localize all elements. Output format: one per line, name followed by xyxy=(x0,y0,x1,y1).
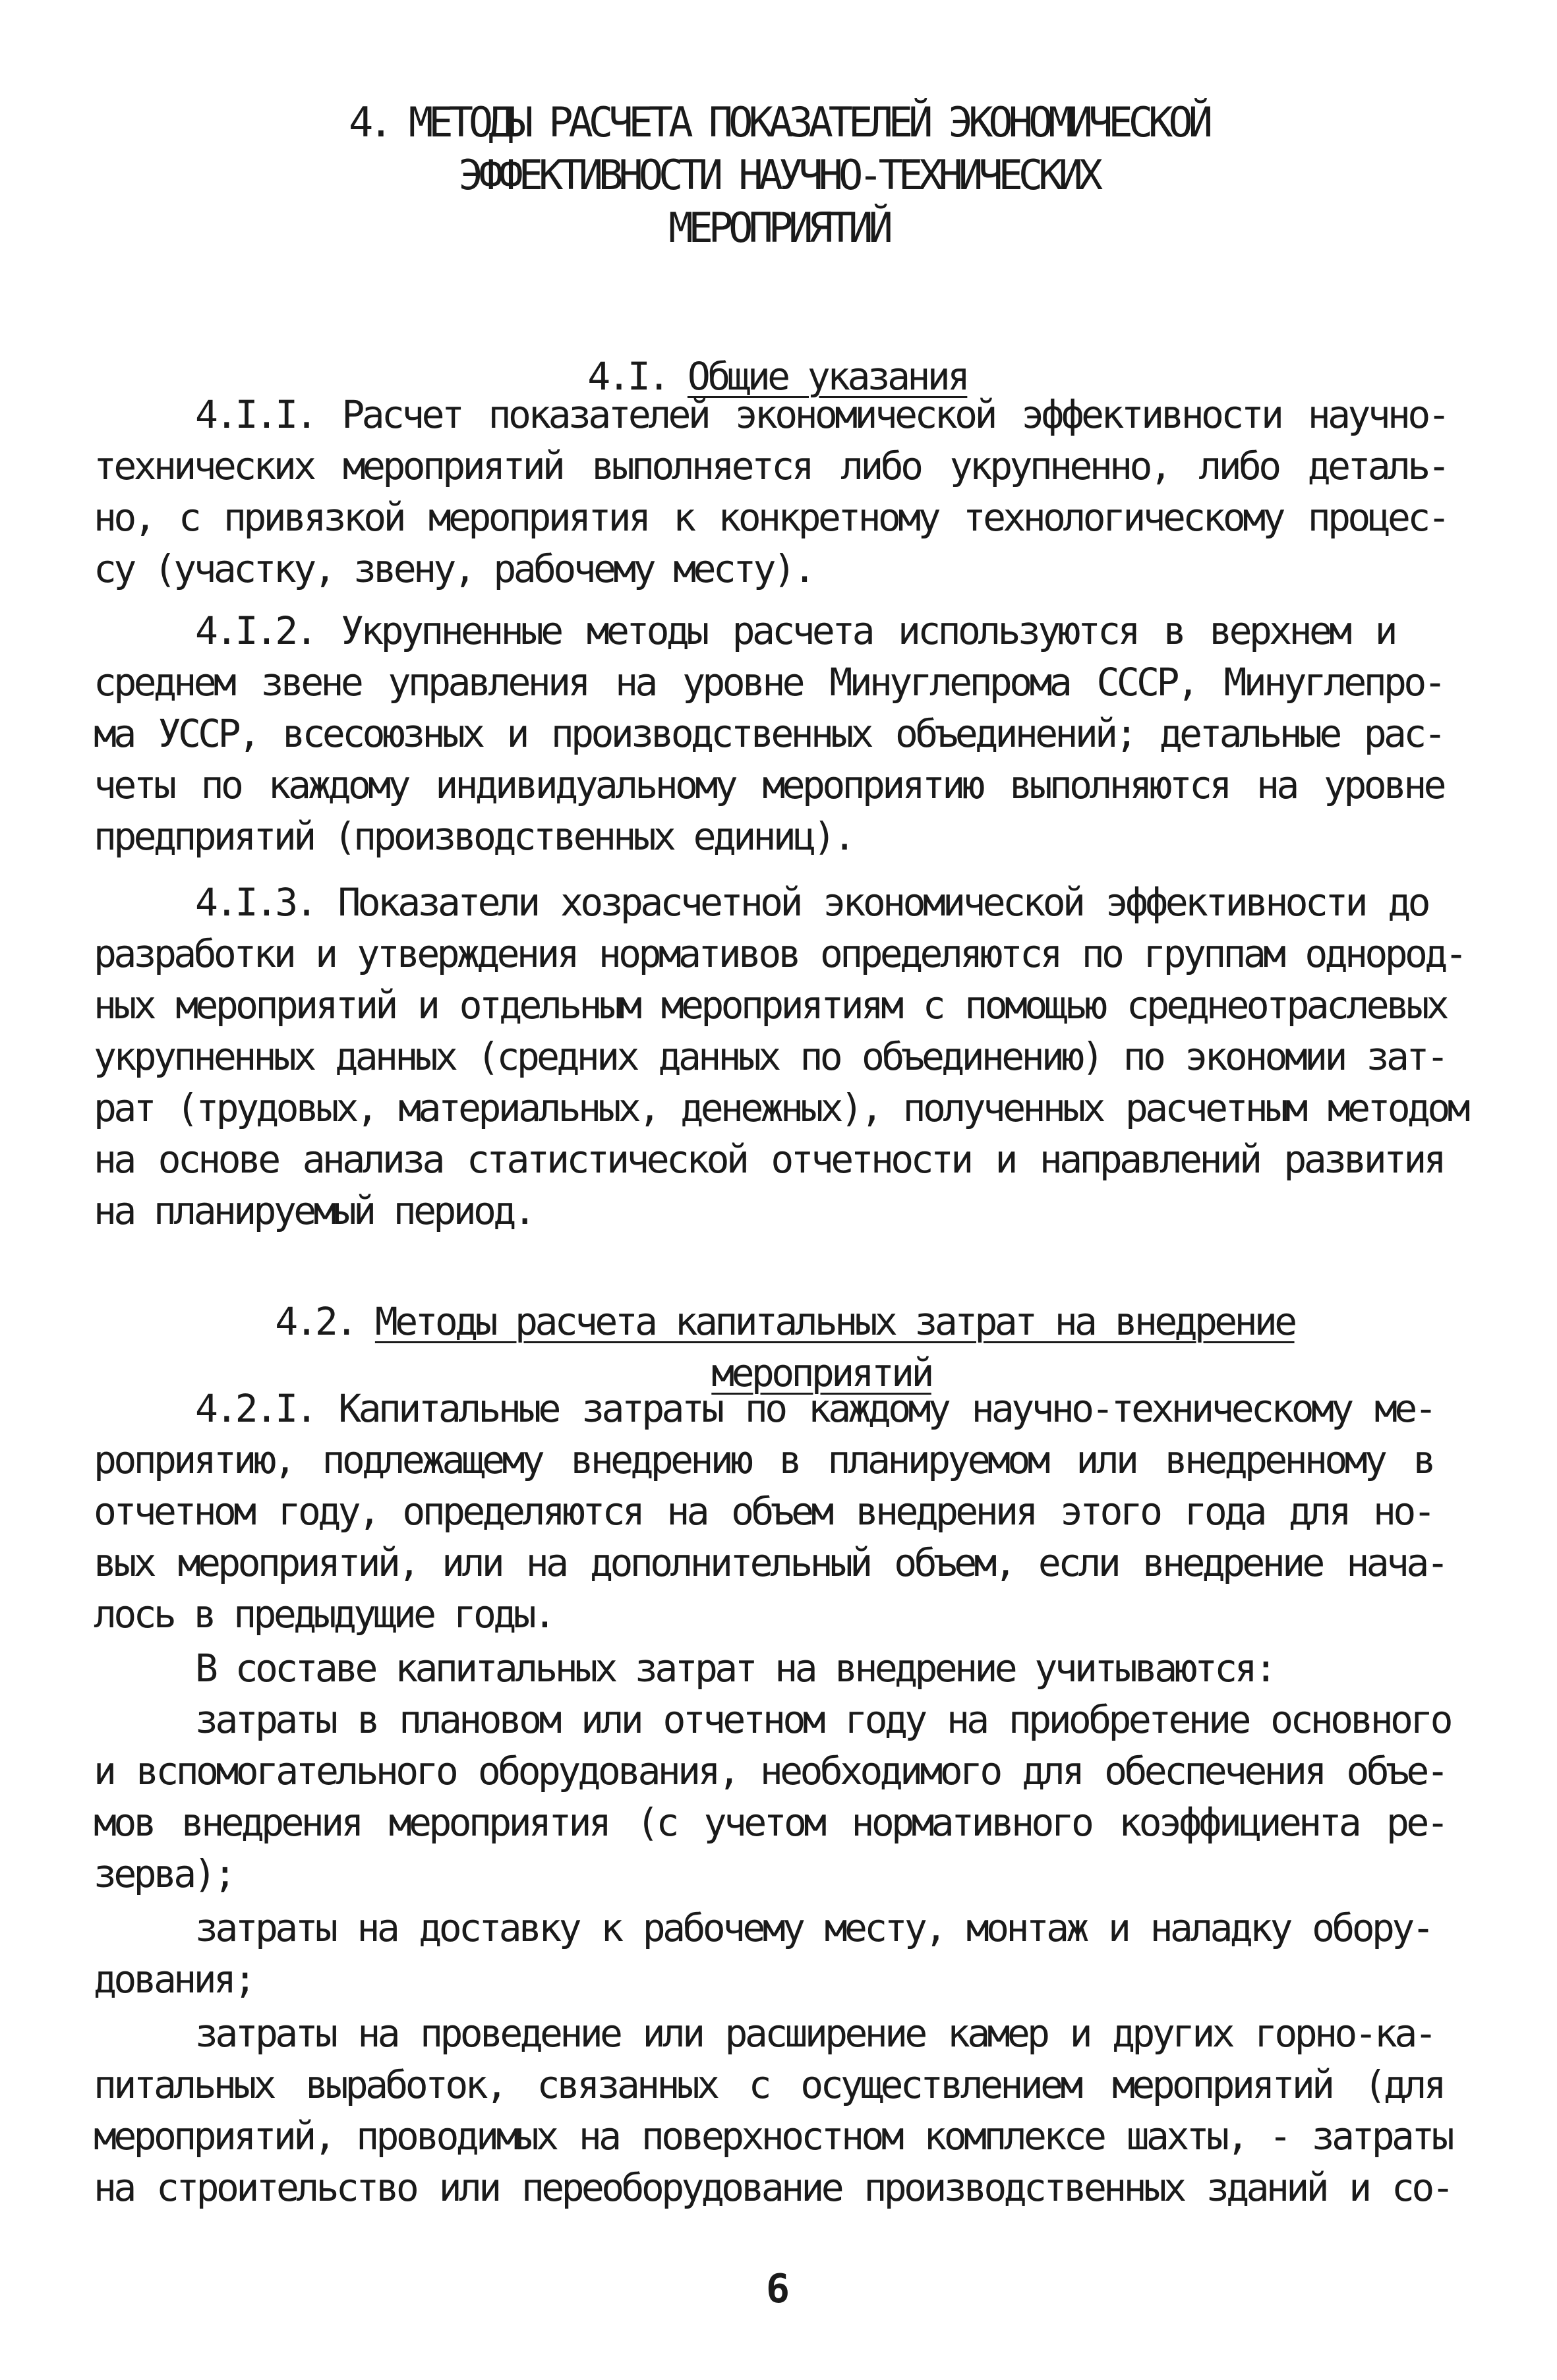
paragraph-line: питальных выработок, связанных с осуществлением мероприятий (для xyxy=(94,2062,1444,2107)
paragraph-line: мов внедрения мероприятия (с учетом нормативного коэффициента ре- xyxy=(94,1800,1446,1845)
paragraph-line: среднем звене управления на уровне Минуглепрома СССР, Минуглепро- xyxy=(94,660,1444,705)
paragraph-line: лось в предыдущие годы. xyxy=(94,1592,554,1637)
section-4-1-title: Общие указания xyxy=(687,354,968,399)
section-4-2-title-continued: мероприятий xyxy=(711,1350,931,1395)
paragraph-line: разработки и утверждения нормативов определяются по группам однород- xyxy=(94,931,1465,976)
paragraph-line: отчетном году, определяются на объем внедрения этого года для но- xyxy=(94,1489,1433,1534)
paragraph-line: затраты на проведение или расширение камер и других горно-ка- xyxy=(195,2011,1434,2056)
paragraph-line: дования; xyxy=(94,1957,254,2002)
paragraph-composition: В составе капитальных затрат на внедрение учитываются: xyxy=(195,1646,1275,1691)
section-4-2-number: 4.2. xyxy=(275,1299,355,1344)
paragraph-line: предприятий (производственных единиц). xyxy=(94,814,854,859)
chapter-title-line-1: 4. МЕТОДЫ РАСЧЕТА ПОКАЗАТЕЛЕЙ ЭКОНОМИЧЕСКОЙ xyxy=(348,98,1209,146)
paragraph-line: роприятию, подлежащему внедрению в планируемом или внедренному в xyxy=(94,1437,1433,1482)
section-4-2-title: Методы расчета капитальных затрат на внедрение xyxy=(374,1299,1295,1344)
chapter-title-line-3: МЕРОПРИЯТИЙ xyxy=(668,204,889,252)
paragraph-line: 4.I.I. Расчет показателей экономической эффективности научно- xyxy=(195,392,1448,437)
paragraph-line: су (участку, звену, рабочему месту). xyxy=(94,546,813,591)
paragraph-line: четы по каждому индивидуальному мероприятию выполняются на уровне xyxy=(94,763,1444,807)
paragraph-line: укрупненных данных (средних данных по объединению) по экономии зат- xyxy=(94,1034,1446,1079)
paragraph-line: ма УССР, всесоюзных и производственных объединений; детальные рас- xyxy=(94,711,1444,756)
paragraph-line: затраты в плановом или отчетном году на приобретение основного xyxy=(195,1697,1450,1742)
paragraph-line: и вспомогательного оборудования, необходимого для обеспечения объе- xyxy=(94,1749,1446,1793)
paragraph-line: затраты на доставку к рабочему месту, монтаж и наладку обору- xyxy=(195,1905,1432,1950)
chapter-title-line-2: ЭФФЕКТИВНОСТИ НАУЧНО-ТЕХНИЧЕСКИХ xyxy=(458,151,1099,199)
section-4-1-number: 4.I. xyxy=(587,354,668,399)
paragraph-line: зерва); xyxy=(94,1851,234,1896)
paragraph-line: на строительство или переоборудование производственных зданий и со- xyxy=(94,2165,1452,2210)
paragraph-line: технических мероприятий выполняется либо укрупненно, либо деталь- xyxy=(94,444,1448,488)
page-number: 6 xyxy=(766,2266,790,2312)
paragraph-line: на основе анализа статистической отчетности и направлений развития xyxy=(94,1137,1444,1182)
paragraph-line: 4.I.3. Показатели хозрасчетной экономической эффективности до xyxy=(195,880,1428,925)
paragraph-line: на планируемый период. xyxy=(94,1188,534,1233)
paragraph-line: рат (трудовых, материальных, денежных), полученных расчетным методом xyxy=(94,1086,1467,1130)
paragraph-line: 4.I.2. Укрупненные методы расчета используются в верхнем и xyxy=(195,608,1395,653)
paragraph-line: ных мероприятий и отдельным мероприятиям с помощью среднеотраслевых xyxy=(94,983,1446,1028)
paragraph-line: мероприятий, проводимых на поверхностном комплексе шахты, - затраты xyxy=(94,2114,1452,2159)
paragraph-line: но, с привязкой мероприятия к конкретному технологическому процес- xyxy=(94,495,1448,540)
paragraph-line: вых мероприятий, или на дополнительный объем, если внедрение нача- xyxy=(94,1540,1446,1585)
paragraph-line: 4.2.I. Капитальные затраты по каждому научно-техническому ме- xyxy=(195,1386,1434,1431)
